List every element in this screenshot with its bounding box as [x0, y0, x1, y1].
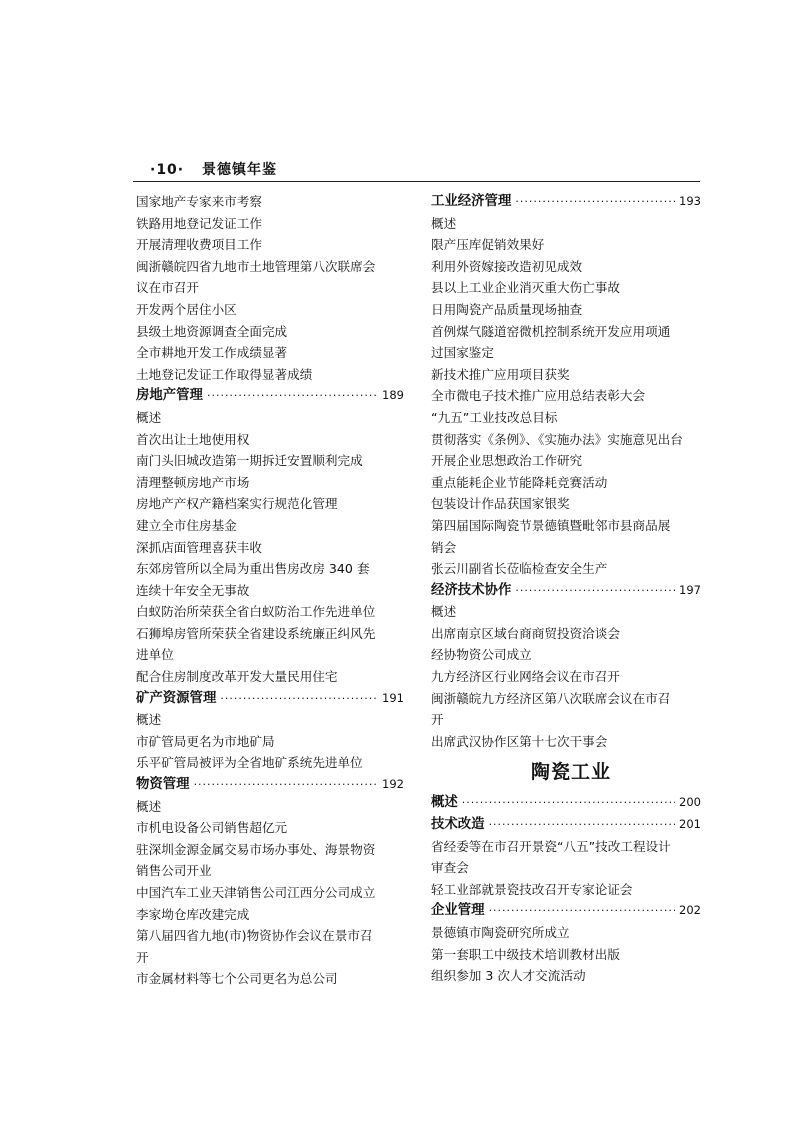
- section-title: 技术改造: [431, 817, 485, 833]
- dot-leader: [462, 792, 675, 814]
- toc-entry: 新技术推广应用项目获奖: [431, 366, 570, 382]
- toc-entry: 白蚁防治所荣获全省白蚁防治工作先进单位: [136, 604, 376, 620]
- toc-section-heading: [431, 191, 701, 213]
- toc-entry: 经协物资公司成立: [431, 647, 532, 663]
- toc-entry: 九方经济区行业网络会议在市召开: [431, 669, 620, 685]
- section-page-number: 201: [679, 817, 701, 832]
- toc-entry: 轻工业部就景瓷技改召开专家论证会: [431, 881, 633, 897]
- toc-entry: 连续十年安全无事故: [136, 582, 250, 598]
- toc-entry: 包装设计作品获国家银奖: [431, 496, 570, 512]
- header-rule: [133, 181, 700, 182]
- toc-entry: 景德镇市陶瓷研究所成立: [431, 925, 570, 940]
- toc-entry: 日用陶瓷产品质量现场抽查: [431, 301, 583, 317]
- toc-entry: 概述: [431, 604, 457, 620]
- toc-section-heading: [136, 385, 404, 407]
- toc-entry: 出席南京区域台商商贸投资洽谈会: [431, 625, 620, 641]
- toc-section-heading: [431, 900, 701, 922]
- toc-entry: 张云川副省长莅临检查安全生产: [431, 561, 608, 577]
- section-page-number: 197: [679, 582, 701, 597]
- toc-entry: 开: [431, 712, 444, 728]
- toc-entry: 闽浙赣皖九方经济区第八次联席会议在市召: [431, 690, 671, 706]
- toc-entry: 全市耕地开发工作成绩显著: [136, 345, 288, 361]
- right-column: [431, 191, 701, 987]
- toc-entry: 乐平矿管局被评为全省地矿系统先进单位: [136, 755, 363, 771]
- section-page-number: 191: [382, 690, 404, 705]
- dot-leader: [207, 385, 378, 407]
- toc-entry: 清理整顿房地产市场: [136, 474, 250, 490]
- section-title: 物资管理: [136, 777, 190, 793]
- toc-entry: 审查会: [431, 860, 469, 876]
- toc-entry: 深抓店面管理喜获丰收: [136, 539, 262, 555]
- toc-entry: 开: [136, 949, 149, 965]
- toc-entry: 土地登记发证工作取得显著成绩: [136, 366, 313, 382]
- toc-entry: 利用外资嫁接改造初见成效: [431, 258, 583, 274]
- toc-entry: 驻深圳金源金属交易市场办事处、海景物资: [136, 841, 376, 857]
- section-page-number: 200: [679, 795, 701, 810]
- toc-entry: 开展企业思想政治工作研究: [431, 453, 583, 469]
- toc-entry: 首次出让土地使用权: [136, 431, 250, 447]
- section-title: 企业管理: [431, 903, 485, 919]
- toc-entry: 销售公司开业: [136, 863, 212, 879]
- toc-entry: 李家坳仓库改建完成: [136, 906, 250, 922]
- toc-entry: 铁路用地登记发证工作: [136, 215, 262, 231]
- toc-entry: 概述: [136, 712, 162, 728]
- toc-entry: 南门头旧城改造第一期拆迁安置顺利完成: [136, 453, 363, 469]
- toc-entry: 闽浙赣皖四省九地市土地管理第八次联席会: [136, 258, 376, 274]
- section-page-number: 193: [679, 194, 701, 208]
- toc-section-heading: [431, 814, 701, 836]
- toc-entry: 市机电设备公司销售超亿元: [136, 820, 288, 836]
- toc-entry: 概述: [136, 798, 162, 814]
- toc-entry: 县以上工业企业消灭重大伤亡事故: [431, 280, 620, 296]
- toc-entry: 市矿管局更名为市地矿局: [136, 733, 275, 749]
- dot-leader: [220, 688, 378, 710]
- toc-entry: 第八届四省九地(市)物资协作会议在景市召: [136, 928, 373, 944]
- toc-entry: 开展清理收费项目工作: [136, 237, 262, 253]
- toc-entry: 过国家鉴定: [431, 345, 494, 361]
- toc-section-heading: [431, 580, 701, 602]
- toc-entry: 进单位: [136, 647, 174, 663]
- section-title: 概述: [431, 795, 458, 811]
- dot-leader: [515, 580, 675, 602]
- toc-entry: 中国汽车工业天津销售公司江西分公司成立: [136, 885, 376, 900]
- toc-entry: 概述: [431, 215, 457, 231]
- toc-section-heading: [136, 688, 404, 710]
- toc-entry: 概述: [136, 409, 162, 425]
- toc-entry: 县级土地资源调查全面完成: [136, 323, 288, 339]
- toc-entry: “九五”工业技改总目标: [431, 409, 558, 425]
- toc-section-heading: [136, 774, 404, 796]
- dot-leader: [194, 774, 378, 796]
- section-title: 房地产管理: [136, 388, 203, 404]
- book-title: 景德镇年鉴: [202, 162, 277, 178]
- toc-entry: 第一套职工中级技术培训教材出版: [431, 946, 620, 962]
- section-page-number: 202: [679, 903, 701, 918]
- toc-entry: 组织参加 3 次人才交流活动: [431, 968, 586, 984]
- section-page-number: 189: [382, 388, 404, 403]
- toc-entry: 石狮埠房管所荣获全省建设系统廉正纠风先: [136, 625, 376, 641]
- toc-entry: 房地产产权产籍档案实行规范化管理: [136, 496, 338, 512]
- toc-entry: 贯彻落实《条例》、《实施办法》实施意见出台: [431, 431, 683, 447]
- toc-entry: 建立全市住房基金: [136, 517, 237, 533]
- toc-entry: 市金属材料等七个公司更名为总公司: [136, 971, 338, 987]
- toc-entry: 开发两个居住小区: [136, 301, 237, 317]
- toc-entry: 第四届国际陶瓷节景德镇暨毗邻市县商品展: [431, 517, 671, 533]
- section-title: 经济技术协作: [431, 582, 512, 598]
- toc-entry: 限产压库促销效果好: [431, 237, 545, 253]
- dot-leader: [515, 191, 675, 213]
- section-title: 矿产资源管理: [136, 690, 217, 706]
- chapter-heading: 陶瓷工业: [530, 761, 611, 784]
- toc-entry: 省经委等在市召开景瓷“八五”技改工程设计: [431, 838, 671, 854]
- toc-entry: 重点能耗企业节能降耗竞赛活动: [431, 474, 608, 490]
- toc-section-heading: [431, 792, 701, 814]
- toc-entry: 出席武汉协作区第十七次干事会: [431, 733, 608, 749]
- toc-entry: 配合住房制度改革开发大量民用住宅: [136, 669, 338, 685]
- section-page-number: 192: [382, 777, 404, 792]
- toc-entry: 销会: [431, 539, 457, 555]
- toc-entry: 东郊房管所以全局为重出售房改房 340 套: [136, 561, 370, 577]
- toc-entry: 全市微电子技术推广应用总结表彰大会: [431, 388, 646, 404]
- dot-leader: [489, 814, 675, 836]
- toc-entry: 议在市召开: [136, 280, 199, 296]
- left-column: [136, 191, 404, 990]
- toc-entry: 首例煤气隧道窑微机控制系统开发应用项通: [431, 323, 671, 339]
- page-number: ·10·: [150, 162, 185, 178]
- running-header: [150, 159, 700, 181]
- section-title: 工业经济管理: [431, 194, 512, 209]
- dot-leader: [489, 900, 675, 922]
- toc-entry: 国家地产专家来市考察: [136, 194, 262, 209]
